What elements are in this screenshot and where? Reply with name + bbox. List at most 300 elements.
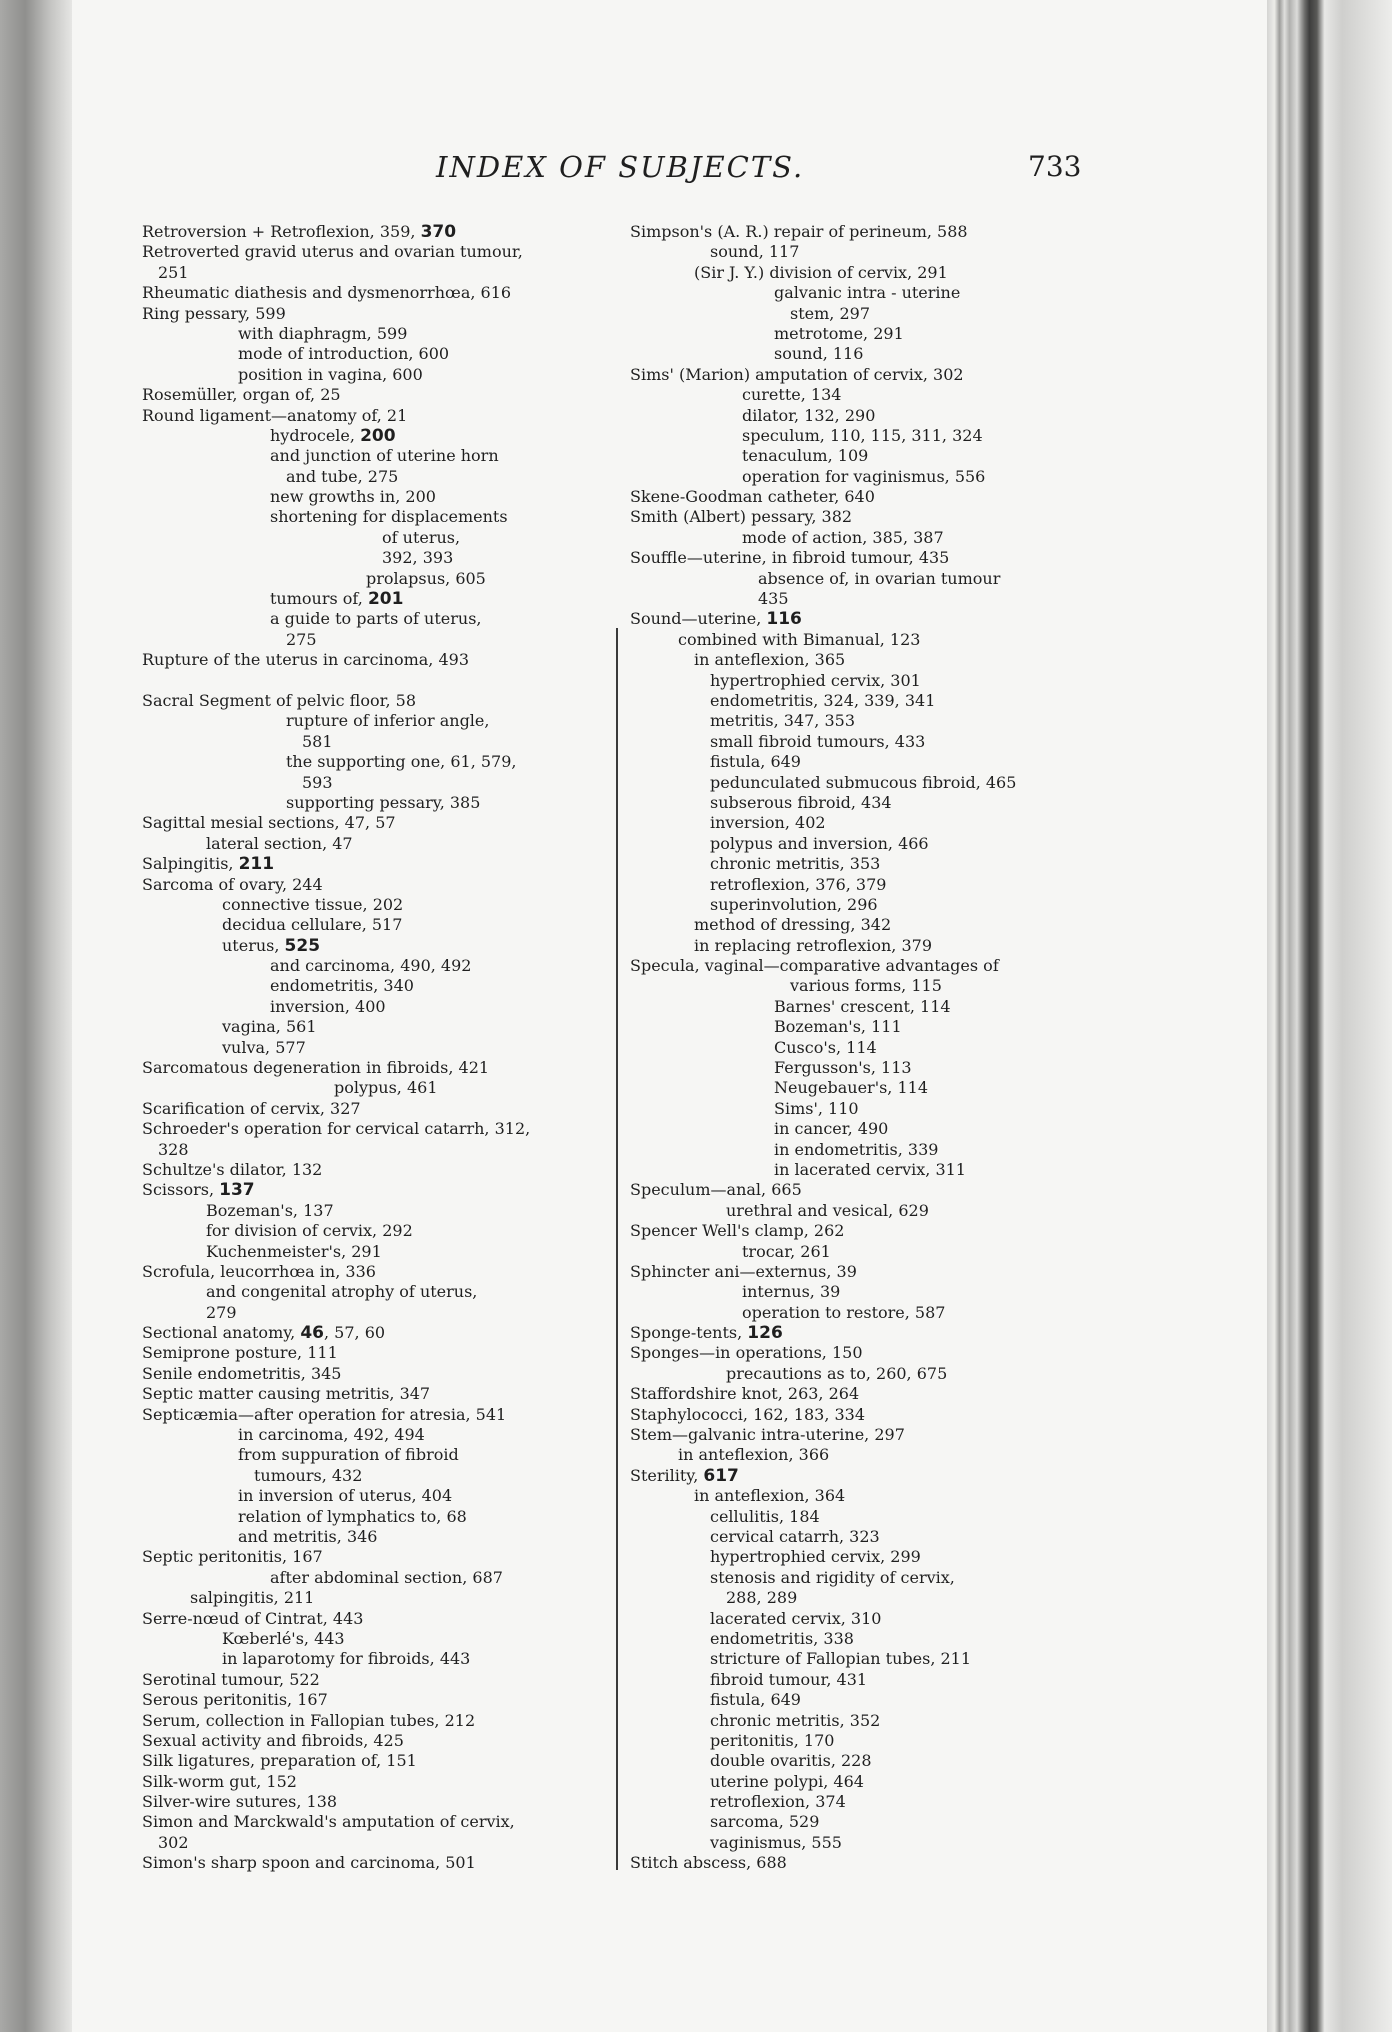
entry-text: rupture of inferior angle, bbox=[286, 711, 490, 731]
entry-text: vulva, 577 bbox=[222, 1037, 306, 1057]
index-entry bbox=[630, 1405, 1090, 1425]
index-entry bbox=[142, 630, 602, 650]
entry-text: Rosemüller, organ of, 25 bbox=[142, 385, 341, 405]
index-entry bbox=[142, 1527, 602, 1547]
entry-text: supporting pessary, 385 bbox=[286, 792, 481, 812]
index-entry bbox=[630, 1364, 1090, 1384]
index-entry bbox=[142, 895, 602, 915]
index-entry bbox=[630, 1282, 1090, 1302]
entry-text: Bozeman's, 111 bbox=[774, 1017, 902, 1037]
entry-text: decidua cellulare, 517 bbox=[222, 915, 403, 935]
entry-text: uterus, bbox=[222, 935, 285, 955]
entry-text: Sacral Segment of pelvic floor, 58 bbox=[142, 690, 417, 710]
entry-text: Ring pessary, 599 bbox=[142, 303, 286, 323]
entry-text: Silk ligatures, preparation of, 151 bbox=[142, 1751, 417, 1771]
index-entry bbox=[142, 1772, 602, 1792]
entry-text: sound, 117 bbox=[710, 242, 800, 262]
index-entry bbox=[142, 773, 602, 793]
index-entry bbox=[142, 263, 602, 283]
entry-text: lacerated cervix, 310 bbox=[710, 1608, 882, 1628]
entry-text: fistula, 649 bbox=[710, 752, 801, 772]
entry-text: 328 bbox=[158, 1139, 189, 1159]
entry-text: Sims' (Marion) amputation of cervix, 302 bbox=[630, 364, 964, 384]
index-entry bbox=[630, 936, 1090, 956]
index-entry bbox=[630, 1690, 1090, 1710]
index-entry bbox=[142, 1425, 602, 1445]
entry-text: Salpingitis, bbox=[142, 854, 239, 874]
entry-text: hypertrophied cervix, 299 bbox=[710, 1547, 921, 1567]
index-entry bbox=[142, 1588, 602, 1608]
index-entry bbox=[142, 426, 602, 446]
entry-text: Serum, collection in Fallopian tubes, 212 bbox=[142, 1710, 476, 1730]
entry-text: curette, 134 bbox=[742, 385, 842, 405]
index-entry bbox=[630, 1343, 1090, 1363]
entry-text: fistula, 649 bbox=[710, 1690, 801, 1710]
entry-text: urethral and vesical, 629 bbox=[726, 1200, 929, 1220]
index-entry bbox=[630, 732, 1090, 752]
index-entry bbox=[142, 1568, 602, 1588]
index-entry bbox=[630, 1242, 1090, 1262]
entry-text: in anteflexion, 366 bbox=[678, 1445, 830, 1465]
entry-text: 581 bbox=[302, 731, 333, 751]
entry-page-bold: 525 bbox=[284, 935, 321, 956]
entry-text: Septic matter causing metritis, 347 bbox=[142, 1384, 431, 1404]
entry-text: relation of lymphatics to, 68 bbox=[238, 1506, 467, 1526]
index-entry bbox=[630, 1649, 1090, 1669]
entry-text: pedunculated submucous fibroid, 465 bbox=[710, 772, 1017, 792]
entry-text: Semiprone posture, 111 bbox=[142, 1343, 338, 1363]
index-entry bbox=[142, 752, 602, 772]
index-entry bbox=[630, 1833, 1090, 1853]
index-entry bbox=[630, 752, 1090, 772]
entry-text: a guide to parts of uterus, bbox=[270, 609, 482, 629]
entry-text: galvanic intra - uterine bbox=[774, 283, 961, 303]
index-entry bbox=[142, 365, 602, 385]
index-entry bbox=[142, 1058, 602, 1078]
index-entry bbox=[142, 1262, 602, 1282]
index-entry bbox=[630, 283, 1090, 303]
index-entry bbox=[142, 732, 602, 752]
entry-text: Simpson's (A. R.) repair of perineum, 588 bbox=[630, 222, 968, 241]
entry-text: cervical catarrh, 323 bbox=[710, 1527, 880, 1546]
entry-text: stricture of Fallopian tubes, 211 bbox=[710, 1649, 972, 1669]
entry-text: Simon and Marckwald's amputation of cervix, bbox=[142, 1812, 515, 1832]
entry-text: Kuchenmeister's, 291 bbox=[206, 1241, 382, 1261]
entry-text: operation to restore, 587 bbox=[742, 1302, 946, 1322]
entry-text: Souffle—uterine, in fibroid tumour, 435 bbox=[630, 548, 950, 568]
entry-text: Fergusson's, 113 bbox=[774, 1058, 912, 1078]
entry-text: small fibroid tumours, 433 bbox=[710, 731, 926, 751]
index-entry bbox=[142, 1853, 602, 1873]
index-entry bbox=[630, 1568, 1090, 1588]
entry-text: Bozeman's, 137 bbox=[206, 1200, 334, 1220]
index-entry bbox=[630, 1221, 1090, 1241]
entry-text: retroflexion, 374 bbox=[710, 1792, 846, 1812]
index-entry bbox=[630, 1384, 1090, 1404]
index-entry bbox=[630, 1507, 1090, 1527]
entry-text: combined with Bimanual, 123 bbox=[678, 629, 921, 649]
index-entry bbox=[142, 1547, 602, 1567]
entry-text: 392, 393 bbox=[382, 548, 454, 568]
index-entry bbox=[142, 1833, 602, 1853]
index-entry bbox=[142, 691, 602, 711]
entry-page-bold: 116 bbox=[766, 609, 802, 630]
index-entry bbox=[142, 1221, 602, 1241]
entry-text: Sarcomatous degeneration in fibroids, 421 bbox=[142, 1058, 490, 1078]
index-entry bbox=[142, 507, 602, 527]
entry-text: Rupture of the uterus in carcinoma, 493 bbox=[142, 650, 470, 670]
entry-extra-pages: , 57, 60 bbox=[324, 1323, 386, 1343]
entry-text: Rheumatic diathesis and dysmenorrhœa, 616 bbox=[142, 283, 512, 303]
index-entry bbox=[630, 1099, 1090, 1119]
entry-text: metrotome, 291 bbox=[774, 323, 904, 343]
index-entry bbox=[142, 609, 602, 629]
index-entry bbox=[142, 385, 602, 405]
index-entry bbox=[630, 1160, 1090, 1180]
entry-text: Staffordshire knot, 263, 264 bbox=[630, 1384, 860, 1404]
entry-text: of uterus, bbox=[382, 527, 461, 547]
entry-text: Kœberlé's, 443 bbox=[222, 1628, 345, 1648]
index-entry bbox=[630, 528, 1090, 548]
entry-text: 251 bbox=[158, 262, 189, 282]
index-entry bbox=[630, 854, 1090, 874]
entry-text: in anteflexion, 364 bbox=[694, 1486, 846, 1506]
entry-text: absence of, in ovarian tumour bbox=[758, 568, 1001, 588]
index-entry bbox=[630, 997, 1090, 1017]
entry-text: double ovaritis, 228 bbox=[710, 1751, 872, 1771]
entry-text: Sarcoma of ovary, 244 bbox=[142, 874, 323, 894]
index-entry bbox=[142, 793, 602, 813]
index-entry bbox=[630, 1751, 1090, 1771]
index-entry bbox=[630, 1078, 1090, 1098]
entry-page-bold: 46 bbox=[300, 1323, 324, 1344]
entry-text: Sphincter ani—externus, 39 bbox=[630, 1261, 857, 1281]
index-entry bbox=[630, 304, 1090, 324]
index-entry bbox=[142, 1609, 602, 1629]
entry-text: 302 bbox=[158, 1832, 189, 1852]
entry-text: position in vagina, 600 bbox=[238, 364, 423, 384]
index-entry bbox=[142, 1792, 602, 1812]
entry-text: uterine polypi, 464 bbox=[710, 1771, 864, 1791]
index-entry bbox=[142, 1466, 602, 1486]
index-entry bbox=[142, 1711, 602, 1731]
entry-text: and carcinoma, 490, 492 bbox=[270, 956, 472, 976]
index-entry bbox=[630, 1812, 1090, 1832]
index-entry bbox=[142, 1812, 602, 1832]
index-entry bbox=[142, 569, 602, 589]
index-entry bbox=[630, 1303, 1090, 1323]
entry-text: inversion, 400 bbox=[270, 996, 386, 1016]
index-entry bbox=[142, 854, 602, 874]
index-entry bbox=[142, 956, 602, 976]
entry-page-bold: 617 bbox=[703, 1465, 739, 1486]
index-entry bbox=[630, 1323, 1090, 1343]
entry-text: speculum, 110, 115, 311, 324 bbox=[742, 425, 983, 445]
entry-text: various forms, 115 bbox=[790, 976, 942, 996]
entry-text: Sponges—in operations, 150 bbox=[630, 1343, 863, 1363]
index-entry bbox=[630, 1588, 1090, 1608]
column-divider bbox=[616, 628, 618, 1870]
entry-text: Senile endometritis, 345 bbox=[142, 1363, 342, 1383]
index-entry bbox=[142, 1201, 602, 1221]
entry-text: endometritis, 324, 339, 341 bbox=[710, 690, 936, 710]
index-entry bbox=[630, 1262, 1090, 1282]
index-entry bbox=[630, 1772, 1090, 1792]
entry-text: the supporting one, 61, 579, bbox=[286, 752, 517, 772]
entry-text: superinvolution, 296 bbox=[710, 894, 878, 914]
entry-text: Speculum—anal, 665 bbox=[630, 1180, 802, 1200]
index-entry bbox=[142, 406, 602, 426]
entry-text: tumours of, bbox=[270, 589, 368, 609]
entry-text: Septic peritonitis, 167 bbox=[142, 1547, 323, 1567]
index-entry bbox=[142, 1384, 602, 1404]
entry-text: method of dressing, 342 bbox=[694, 915, 892, 935]
entry-text: and junction of uterine horn bbox=[270, 446, 499, 466]
entry-text: endometritis, 340 bbox=[270, 976, 414, 996]
index-entry bbox=[630, 344, 1090, 364]
entry-text: Septicæmia—after operation for atresia, 541 bbox=[142, 1404, 507, 1424]
index-entry bbox=[630, 1609, 1090, 1629]
index-entry bbox=[630, 773, 1090, 793]
index-entry bbox=[630, 630, 1090, 650]
entry-text: Serre-nœud of Cintrat, 443 bbox=[142, 1608, 364, 1628]
entry-page-bold: 137 bbox=[219, 1180, 255, 1201]
entry-text: chronic metritis, 352 bbox=[710, 1710, 881, 1730]
entry-text: Retroverted gravid uterus and ovarian tumour, bbox=[142, 242, 523, 262]
entry-text: Silver-wire sutures, 138 bbox=[142, 1792, 338, 1812]
entry-text: in carcinoma, 492, 494 bbox=[238, 1425, 425, 1445]
index-entry bbox=[142, 915, 602, 935]
entry-text: Sectional anatomy, bbox=[142, 1323, 301, 1343]
index-entry bbox=[142, 344, 602, 364]
index-column-right bbox=[630, 222, 1090, 1874]
index-entry bbox=[142, 1323, 602, 1343]
entry-text: polypus and inversion, 466 bbox=[710, 833, 929, 853]
entry-text: and tube, 275 bbox=[286, 466, 399, 486]
index-entry bbox=[142, 1140, 602, 1160]
entry-text: trocar, 261 bbox=[742, 1241, 831, 1261]
entry-text: dilator, 132, 290 bbox=[742, 405, 876, 425]
entry-page-bold: 126 bbox=[747, 1323, 783, 1344]
entry-text: Sound—uterine, bbox=[630, 609, 767, 629]
index-entry bbox=[630, 915, 1090, 935]
entry-text: after abdominal section, 687 bbox=[270, 1567, 503, 1587]
index-entry bbox=[630, 1792, 1090, 1812]
entry-text: metritis, 347, 353 bbox=[710, 711, 856, 731]
index-entry bbox=[142, 1303, 602, 1323]
entry-page-bold: 201 bbox=[367, 589, 404, 610]
index-entry bbox=[630, 1058, 1090, 1078]
index-entry bbox=[630, 589, 1090, 609]
index-entry bbox=[142, 1242, 602, 1262]
entry-text: and metritis, 346 bbox=[238, 1527, 378, 1546]
entry-text: Sims', 110 bbox=[774, 1098, 859, 1118]
entry-text: chronic metritis, 353 bbox=[710, 854, 881, 874]
entry-text: tumours, 432 bbox=[254, 1465, 363, 1485]
entry-text: inversion, 402 bbox=[710, 813, 826, 833]
index-entry bbox=[142, 324, 602, 344]
entry-page-bold: 211 bbox=[238, 854, 275, 875]
index-entry bbox=[142, 1099, 602, 1119]
entry-text: mode of action, 385, 387 bbox=[742, 527, 944, 547]
entry-text: Serous peritonitis, 167 bbox=[142, 1690, 328, 1710]
index-entry bbox=[630, 467, 1090, 487]
index-entry bbox=[630, 365, 1090, 385]
index-entry bbox=[630, 956, 1090, 976]
entry-text: in endometritis, 339 bbox=[774, 1139, 939, 1159]
index-entry bbox=[142, 446, 602, 466]
entry-text: in laparotomy for fibroids, 443 bbox=[222, 1649, 471, 1669]
index-entry bbox=[630, 242, 1090, 262]
entry-text: Sterility, bbox=[630, 1465, 704, 1485]
scan-binding-shadow bbox=[0, 0, 72, 2032]
entry-text: Scrofula, leucorrhœa in, 336 bbox=[142, 1261, 376, 1281]
index-entry bbox=[142, 1690, 602, 1710]
index-entry bbox=[630, 548, 1090, 568]
index-entry bbox=[630, 1201, 1090, 1221]
entry-text: 279 bbox=[206, 1302, 237, 1322]
entry-text: and congenital atrophy of uterus, bbox=[206, 1282, 478, 1302]
index-column-left bbox=[142, 222, 602, 1874]
index-entry bbox=[630, 895, 1090, 915]
entry-text: Sagittal mesial sections, 47, 57 bbox=[142, 813, 396, 833]
entry-text: Retroversion + Retroflexion, 359, bbox=[142, 222, 421, 241]
index-entry bbox=[630, 609, 1090, 629]
index-entry bbox=[630, 1527, 1090, 1547]
entry-text: fibroid tumour, 431 bbox=[710, 1669, 868, 1689]
entry-text: stem, 297 bbox=[790, 303, 870, 323]
index-entry bbox=[630, 1425, 1090, 1445]
entry-text: sarcoma, 529 bbox=[710, 1812, 820, 1832]
entry-text: Spencer Well's clamp, 262 bbox=[630, 1221, 845, 1241]
entry-text: in cancer, 490 bbox=[774, 1119, 889, 1139]
entry-text: Schultze's dilator, 132 bbox=[142, 1159, 323, 1179]
index-entry bbox=[630, 487, 1090, 507]
index-entry bbox=[142, 1405, 602, 1425]
index-entry bbox=[142, 1670, 602, 1690]
index-entry bbox=[630, 569, 1090, 589]
entry-text: Serotinal tumour, 522 bbox=[142, 1669, 320, 1689]
index-entry bbox=[142, 304, 602, 324]
entry-text: lateral section, 47 bbox=[206, 833, 353, 853]
index-entry bbox=[630, 324, 1090, 344]
index-entry bbox=[142, 1343, 602, 1363]
index-entry bbox=[630, 711, 1090, 731]
index-entry bbox=[142, 834, 602, 854]
index-entry bbox=[630, 1486, 1090, 1506]
entry-text: operation for vaginismus, 556 bbox=[742, 466, 986, 486]
entry-text: 593 bbox=[302, 772, 333, 792]
index-entry bbox=[630, 671, 1090, 691]
entry-text: tenaculum, 109 bbox=[742, 446, 869, 466]
index-entry bbox=[142, 813, 602, 833]
entry-text: Specula, vaginal—comparative advantages of bbox=[630, 956, 999, 976]
index-entry bbox=[630, 793, 1090, 813]
index-entry bbox=[142, 1507, 602, 1527]
index-entry bbox=[142, 650, 602, 670]
entry-text: hypertrophied cervix, 301 bbox=[710, 670, 921, 690]
entry-text: Silk-worm gut, 152 bbox=[142, 1771, 297, 1791]
index-entry bbox=[630, 406, 1090, 426]
entry-text: 288, 289 bbox=[726, 1588, 798, 1608]
index-entry bbox=[630, 263, 1090, 283]
index-entry bbox=[142, 1017, 602, 1037]
entry-text: Scarification of cervix, 327 bbox=[142, 1098, 361, 1118]
entry-text: Stem—galvanic intra-uterine, 297 bbox=[630, 1425, 905, 1445]
entry-text: Sexual activity and fibroids, 425 bbox=[142, 1730, 404, 1750]
index-entry bbox=[630, 222, 1090, 242]
index-entry bbox=[142, 1486, 602, 1506]
index-entry bbox=[630, 1038, 1090, 1058]
index-entry bbox=[142, 487, 602, 507]
entry-text: with diaphragm, 599 bbox=[238, 323, 408, 343]
entry-text: Round ligament—anatomy of, 21 bbox=[142, 405, 408, 425]
index-entry bbox=[630, 813, 1090, 833]
index-entry bbox=[630, 1140, 1090, 1160]
entry-text: vaginismus, 555 bbox=[710, 1832, 842, 1852]
index-entry bbox=[142, 467, 602, 487]
index-entry bbox=[142, 976, 602, 996]
index-entry bbox=[142, 1649, 602, 1669]
entry-text: in replacing retroflexion, 379 bbox=[694, 935, 932, 955]
index-entry bbox=[142, 1364, 602, 1384]
index-entry bbox=[142, 671, 602, 691]
entry-text: mode of introduction, 600 bbox=[238, 344, 450, 364]
entry-text: stenosis and rigidity of cervix, bbox=[710, 1567, 955, 1587]
entry-text: retroflexion, 376, 379 bbox=[710, 874, 887, 894]
index-entry bbox=[142, 875, 602, 895]
index-entry bbox=[142, 1731, 602, 1751]
entry-text: new growths in, 200 bbox=[270, 487, 436, 507]
index-entry bbox=[142, 1629, 602, 1649]
index-entry bbox=[142, 997, 602, 1017]
index-entry bbox=[630, 1547, 1090, 1567]
index-entry bbox=[142, 242, 602, 262]
entry-text: subserous fibroid, 434 bbox=[710, 792, 892, 812]
index-entry bbox=[630, 1017, 1090, 1037]
index-entry bbox=[630, 875, 1090, 895]
index-entry bbox=[630, 1445, 1090, 1465]
entry-page-bold: 200 bbox=[360, 425, 396, 446]
index-entry bbox=[142, 548, 602, 568]
index-entry bbox=[630, 976, 1090, 996]
page-stack-edges bbox=[1267, 0, 1392, 2032]
index-entry bbox=[142, 1038, 602, 1058]
entry-text: Stitch abscess, 688 bbox=[630, 1853, 787, 1873]
entry-text: peritonitis, 170 bbox=[710, 1730, 835, 1750]
page-number: 733 bbox=[1028, 150, 1082, 183]
entry-text: shortening for displacements bbox=[270, 507, 508, 527]
index-entry bbox=[142, 1445, 602, 1465]
index-entry bbox=[630, 385, 1090, 405]
index-entry bbox=[630, 1180, 1090, 1200]
index-entry bbox=[142, 1078, 602, 1098]
index-entry bbox=[630, 426, 1090, 446]
entry-text: Staphylococci, 162, 183, 334 bbox=[630, 1404, 866, 1424]
entry-text: Cusco's, 114 bbox=[774, 1037, 877, 1057]
entry-text: (Sir J. Y.) division of cervix, 291 bbox=[694, 262, 948, 282]
running-title: INDEX OF SUBJECTS. bbox=[436, 150, 805, 184]
entry-text: in lacerated cervix, 311 bbox=[774, 1159, 966, 1179]
index-entry bbox=[630, 1711, 1090, 1731]
entry-text: polypus, 461 bbox=[334, 1078, 438, 1098]
index-entry bbox=[630, 446, 1090, 466]
entry-text: hydrocele, bbox=[270, 425, 361, 445]
entry-text: sound, 116 bbox=[774, 344, 864, 364]
entry-text: Sponge-tents, bbox=[630, 1323, 748, 1343]
entry-text: 435 bbox=[758, 589, 789, 609]
entry-text: Skene-Goodman catheter, 640 bbox=[630, 487, 875, 507]
